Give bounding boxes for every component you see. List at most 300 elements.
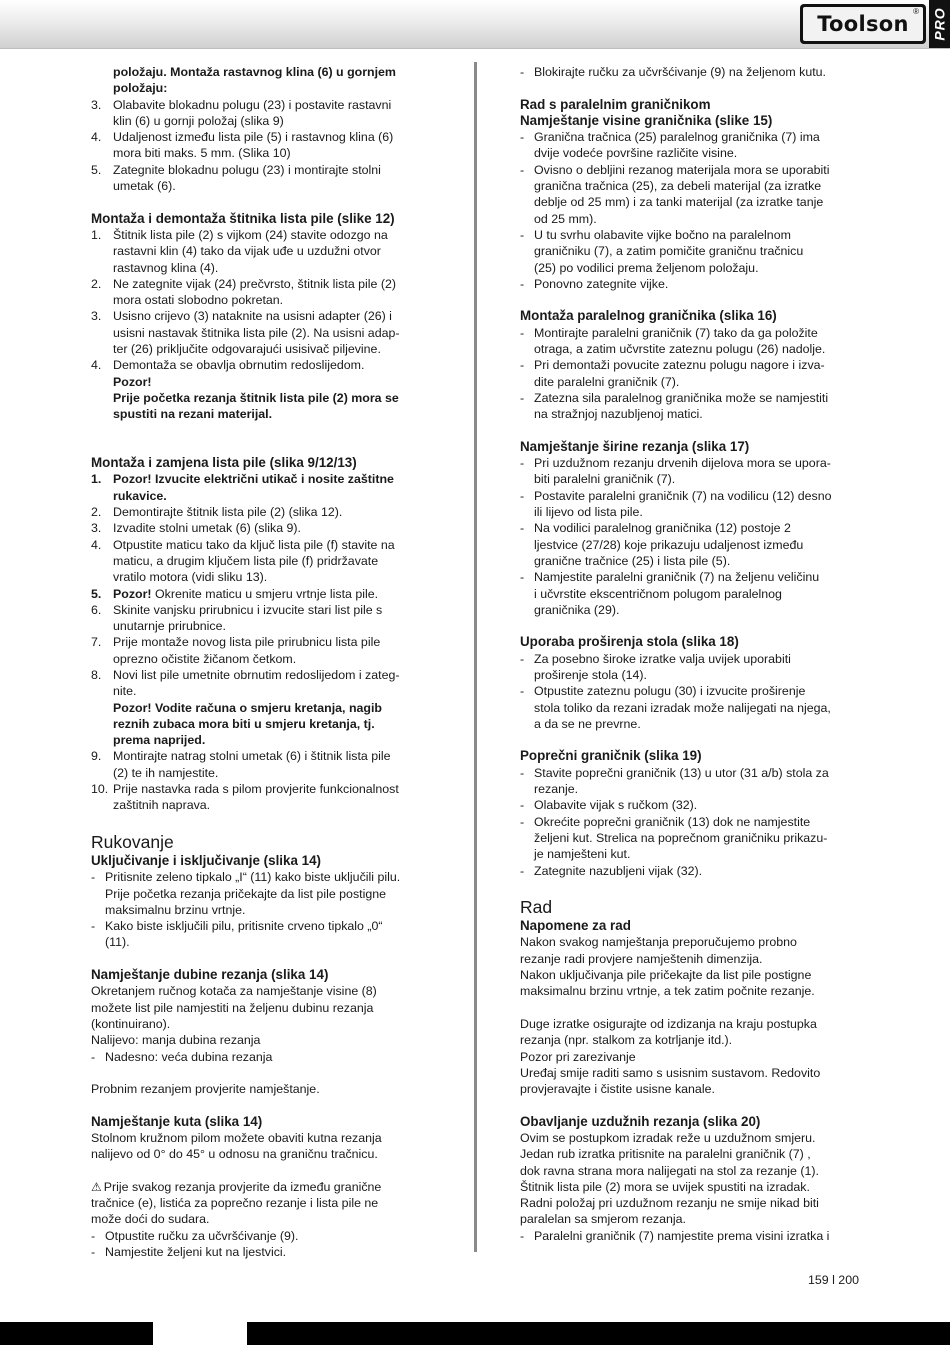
- dash-bullet: -: [520, 684, 525, 699]
- subsection-heading: Uključivanje i isključivanje (slika 14): [91, 852, 321, 868]
- numbered-item-line: [91, 162, 436, 178]
- line-text: rezanje.: [534, 782, 579, 797]
- subsection-heading: Obavljanje uzdužnih rezanja (slika 20): [520, 1113, 761, 1129]
- line-text: Pri demontaži povucite zateznu polugu nagore i izva-: [534, 358, 825, 373]
- numbered-item-line: [91, 651, 436, 667]
- dash-bullet: -: [91, 1049, 96, 1064]
- bullet-line: [520, 488, 870, 504]
- line-text: granična tračnica (25), za debeli materijal (za izratke: [534, 179, 822, 194]
- paragraph-line: [520, 1065, 870, 1081]
- paragraph-line: [520, 1179, 870, 1195]
- line-text: Prije početka rezanja pričekajte da list pile postigne: [105, 886, 387, 901]
- blank-line: [91, 1065, 436, 1081]
- line-text: Na vodilici paralelnog graničnika (12) postoje 2: [534, 521, 791, 536]
- bullet-line: [520, 357, 870, 373]
- subsection-heading: Namještanje širine rezanja (slika 17): [520, 438, 750, 454]
- section-title: Rukovanje: [91, 831, 174, 852]
- dash-bullet: -: [520, 65, 525, 79]
- numbered-item-line: [91, 260, 436, 276]
- bullet-line: [520, 227, 870, 243]
- paragraph-line: [520, 967, 870, 983]
- numbered-item-line: [91, 634, 436, 650]
- line-text: (kontinuirano).: [91, 1016, 171, 1031]
- bullet-line: [91, 1049, 436, 1065]
- line-text: ljestvice (27/28) koje prikazuju udaljenost između: [534, 537, 804, 552]
- item-number: 10.: [91, 782, 109, 797]
- line-text: oprezno očistite žičanom četkom.: [113, 651, 297, 666]
- numbered-item-line: [91, 569, 436, 585]
- line-text: granične tračnice (25) i lista pile (5).: [534, 553, 731, 568]
- blank-line: [520, 879, 870, 895]
- line-text: Zategnite nazubljeni vijak (32).: [534, 863, 703, 878]
- bullet-line: [520, 814, 870, 830]
- item-number: 7.: [91, 635, 102, 650]
- bullet-line: [520, 667, 870, 683]
- line-text: Otpustite zateznu polugu (30) i izvucite proširenje: [534, 684, 806, 699]
- left-column: [91, 64, 436, 1260]
- bullet-line: [520, 569, 870, 585]
- line-text: može doći do sudara.: [91, 1212, 210, 1227]
- line-text: vratilo motora (vidi sliku 13).: [113, 570, 268, 585]
- item-number: 1.: [91, 472, 102, 487]
- numbered-item-line: [91, 781, 436, 797]
- dash-bullet: -: [520, 130, 525, 145]
- bullet-line: [520, 325, 870, 341]
- line-text: Prije svakog rezanja provjerite da između granične: [103, 1179, 382, 1194]
- blank-line: [520, 732, 870, 748]
- paragraph-line: [520, 951, 870, 967]
- line-text: rukavice.: [113, 488, 167, 503]
- line-text: dite paralelni graničnik (7).: [534, 374, 680, 389]
- numbered-item-line: [91, 700, 436, 716]
- line-text: Montirajte paralelni graničnik (7) tako da ga položite: [534, 325, 818, 340]
- numbered-item-line: [91, 357, 436, 373]
- paragraph-line: [520, 1081, 870, 1097]
- line-text: Jedan rub izratka pritisnite na paralelni graničnik (7) ,: [520, 1147, 811, 1162]
- line-text: usisni nastavak štitnika lista pile (2). Na usisni adap-: [113, 325, 400, 340]
- numbered-item-line: [91, 308, 436, 324]
- item-number: 5.: [91, 162, 102, 177]
- blank-line: [520, 423, 870, 439]
- bullet-line: [520, 471, 870, 487]
- line-text: Stolnom kružnom pilom možete obaviti kutna rezanja: [91, 1131, 382, 1145]
- bullet-line: [520, 553, 870, 569]
- line-text: Skinite vanjsku prirubnicu i izvucite stari list pile s: [113, 602, 383, 617]
- dash-bullet: -: [520, 765, 525, 780]
- bullet-line: [91, 886, 436, 902]
- bullet-line: [91, 918, 436, 934]
- line-text: Prije montaže novog lista pile prirubnicu lista pile: [113, 635, 381, 650]
- dash-bullet: -: [520, 570, 525, 585]
- dash-bullet: -: [520, 863, 525, 878]
- bullet-line: [520, 683, 870, 699]
- line-text: Pozor pri zarezivanje: [520, 1049, 636, 1064]
- line-text: Štitnik lista pile (2) s vijkom (24) stavite odozgo na: [113, 227, 388, 242]
- subsection-heading: Rad s paralelnim graničnikom: [520, 96, 711, 112]
- paragraph-line: [91, 1130, 436, 1146]
- toolson-logo: [800, 4, 926, 44]
- line-text: položaju:: [113, 81, 168, 96]
- numbered-item-line: [91, 64, 436, 80]
- bullet-line: [520, 276, 870, 292]
- bullet-line: [520, 765, 870, 781]
- bullet-line: [520, 651, 870, 667]
- blank-line: [91, 439, 436, 455]
- column-divider: [474, 62, 477, 1252]
- line-text: Štitnik lista pile (2) mora se uvijek spustiti na izradak.: [520, 1179, 810, 1194]
- item-number: 9.: [91, 749, 102, 764]
- blank-line: [91, 814, 436, 830]
- paragraph-line: [91, 1032, 436, 1048]
- line-text: paralelan sa smjerom rezanja.: [520, 1212, 686, 1227]
- bullet-line: [520, 455, 870, 471]
- line-text: na stražnjoj nazubljenoj matici.: [534, 407, 703, 422]
- numbered-item-line: [91, 797, 436, 813]
- line-text: (11).: [105, 935, 130, 950]
- line-text: ter (26) priključite odgovarajući usisivač piljevine.: [113, 342, 381, 357]
- bullet-line: [520, 406, 870, 422]
- line-text: Nakon uključivanja pile pričekajte da list pile postigne: [520, 968, 812, 983]
- numbered-item-line: [91, 227, 436, 243]
- subsection-heading: Namještanje visine graničnika (slike 15): [520, 112, 773, 128]
- line-text: spustiti na rezani materijal.: [113, 407, 273, 422]
- line-text: Pozor! Vodite računa o smjeru kretanja, nagib: [113, 700, 382, 715]
- bullet-line: [91, 902, 436, 918]
- line-text: Olabavite blokadnu polugu (23) i postavite rastavni: [113, 97, 392, 112]
- bullet-line: [520, 341, 870, 357]
- dash-bullet: -: [520, 390, 525, 405]
- bullet-line: [520, 129, 870, 145]
- paragraph-line: [91, 1081, 436, 1097]
- blank-line: [91, 194, 436, 210]
- dash-bullet: -: [520, 521, 525, 536]
- dash-bullet: -: [520, 325, 525, 340]
- subsection-heading: Uporaba proširenja stola (slika 18): [520, 634, 739, 650]
- dash-bullet: -: [91, 870, 96, 885]
- line-text: možete list pile namjestiti na željenu dubinu rezanja: [91, 1000, 374, 1015]
- subsection-heading: Namještanje kuta (slika 14): [91, 1113, 263, 1129]
- line-text: maticu, a drugim ključem lista pile (f) pridržavate: [113, 553, 379, 568]
- line-text: mora ostati slobodno pokretan.: [113, 293, 284, 308]
- dash-bullet: -: [91, 1245, 96, 1260]
- bullet-line: [520, 700, 870, 716]
- numbered-item-line: [91, 683, 436, 699]
- line-text: Demontaža se obavlja obrnutim redoslijedom.: [113, 358, 365, 373]
- pro-tab: [929, 0, 950, 48]
- line-text: Pri uzdužnom rezanju drvenih dijelova mora se upora-: [534, 456, 831, 471]
- line-text: mora biti maks. 5 mm. (Slika 10): [113, 146, 291, 161]
- paragraph-line: [520, 1195, 870, 1211]
- subsection-heading: Poprečni graničnik (slika 19): [520, 748, 702, 764]
- item-number: 4.: [91, 537, 102, 552]
- line-text: Prije nastavka rada s pilom provjerite funkcionalnost: [113, 782, 399, 797]
- numbered-item-line: [91, 602, 436, 618]
- line-text: Namjestite željeni kut na ljestvici.: [105, 1245, 287, 1260]
- line-text: Zategnite blokadnu polugu (23) i montirajte stolni: [113, 162, 381, 177]
- footer-bar: [0, 1322, 950, 1345]
- dash-bullet: -: [520, 276, 525, 291]
- subsection-heading: Montaža paralelnog graničnika (slika 16): [520, 308, 777, 324]
- bullet-line: [520, 781, 870, 797]
- bullet-line: [520, 374, 870, 390]
- numbered-item-line: [91, 129, 436, 145]
- numbered-item-line: [91, 765, 436, 781]
- numbered-item-line: [91, 292, 436, 308]
- paragraph-line: [91, 1016, 436, 1032]
- line-text: Za posebno široke izratke valja uvijek uporabiti: [534, 651, 791, 666]
- line-text: položaju. Montaža rastavnog klina (6) u gornjem: [113, 65, 396, 79]
- numbered-item-line: [91, 520, 436, 536]
- line-text: Uređaj smije raditi samo s usisnim sustavom. Redovito: [520, 1065, 821, 1080]
- line-text: nalijevo od 0° do 45° u odnosu na graničnu tračnicu.: [91, 1147, 378, 1162]
- paragraph-line: [91, 1211, 436, 1227]
- line-text: tračnice (e), listića za poprečno rezanje i lista pile ne: [91, 1196, 379, 1211]
- line-text: a da se ne prevrne.: [534, 716, 641, 731]
- numbered-item-line: [91, 113, 436, 129]
- line-text: Pritisnite zeleno tipkalo „I“ (11) kako biste uključili pilu.: [105, 870, 401, 885]
- item-number: 3.: [91, 309, 102, 324]
- blank-line: [91, 1097, 436, 1113]
- blank-line: [91, 423, 436, 439]
- pro-label: PRO: [931, 7, 948, 41]
- paragraph-line: [520, 1032, 870, 1048]
- line-text: Okrećite poprečni graničnik (13) dok ne namjestite: [534, 814, 811, 829]
- line-text: Postavite paralelni graničnik (7) na vodilicu (12) desno: [534, 488, 832, 503]
- numbered-item-line: [91, 667, 436, 683]
- bullet-line: [520, 797, 870, 813]
- item-number: 3.: [91, 521, 102, 536]
- numbered-item-line: [91, 716, 436, 732]
- line-text: rezanje radi provjere namještenih dimenzija.: [520, 951, 763, 966]
- subsection-heading: Napomene za rad: [520, 918, 631, 934]
- numbered-item-line: [91, 276, 436, 292]
- line-text: Namjestite paralelni graničnik (7) na željenu veličinu: [534, 570, 820, 585]
- bullet-line: [520, 243, 870, 259]
- bullet-line: [520, 1228, 870, 1244]
- item-number: 4.: [91, 358, 102, 373]
- numbered-item-line: [91, 537, 436, 553]
- blank-line: [91, 1163, 436, 1179]
- line-text: Granična tračnica (25) paralelnog graničnika (7) ima: [534, 130, 820, 145]
- numbered-item-line: [91, 390, 436, 406]
- bullet-line: [520, 162, 870, 178]
- line-text: Okretanjem ručnog kotača za namještanje visine (8): [91, 984, 377, 999]
- item-number: 6.: [91, 602, 102, 617]
- subsection-heading: Montaža i demontaža štitnika lista pile (slike 12): [91, 210, 395, 226]
- line-text: Blokirajte ručku za učvršćivanje (9) na željenom kutu.: [534, 65, 826, 79]
- numbered-item-line: [91, 748, 436, 764]
- bullet-line: [520, 846, 870, 862]
- bullet-line: [520, 211, 870, 227]
- line-text: umetak (6).: [113, 179, 176, 194]
- numbered-item-line: [91, 471, 436, 487]
- page-number: 159 l 200: [808, 1273, 859, 1287]
- line-text: stola toliko da rezani izradak može nalijegati na njega,: [534, 700, 831, 715]
- line-text: Duge izratke osigurajte od izdizanja na kraju postupka: [520, 1016, 817, 1031]
- paragraph-line: [520, 1211, 870, 1227]
- line-text: Zatezna sila paralelnog graničnika može se namjestiti: [534, 390, 829, 405]
- line-text: rastavnog klina (4).: [113, 260, 219, 275]
- bullet-line: [520, 390, 870, 406]
- bullet-line: [520, 194, 870, 210]
- dash-bullet: -: [520, 651, 525, 666]
- line-text: Ovim se postupkom izradak reže u uzdužnom smjeru.: [520, 1131, 816, 1145]
- line-text: (25) po vodilici prema željenom položaju.: [534, 260, 759, 275]
- line-text: (2) te ih namjestite.: [113, 765, 219, 780]
- line-text: Otpustite ručku za učvršćivanje (9).: [105, 1228, 299, 1243]
- paragraph-line: [520, 1049, 870, 1065]
- numbered-item-line: [91, 243, 436, 259]
- line-text: graničnika (29).: [534, 602, 620, 617]
- numbered-item-line: [91, 406, 436, 422]
- line-text: Nalijevo: manja dubina rezanja: [91, 1033, 261, 1048]
- numbered-item-line: [91, 553, 436, 569]
- blank-line: [520, 292, 870, 308]
- line-text: zaštitnih naprava.: [113, 798, 211, 813]
- line-text: proširenje stola (14).: [534, 667, 647, 682]
- line-text: željeni kut. Strelica na poprečnom graničniku prikazu-: [534, 830, 828, 845]
- line-text: Kako biste isključili pilu, pritisnite crveno tipkalo „0“: [105, 919, 383, 934]
- brand-name: Toolson: [817, 12, 909, 36]
- dash-bullet: -: [91, 919, 96, 934]
- line-text: deblje od 25 mm) i za tanki materijal (za izratke tanje: [534, 195, 824, 210]
- numbered-item-line: [91, 325, 436, 341]
- line-text: provjeravajte i čistite usisne kanale.: [520, 1082, 715, 1097]
- footer-bar-gap: [153, 1322, 247, 1345]
- paragraph-line: [91, 1179, 436, 1195]
- line-text: Ovisno o debljini rezanog materijala mora se uporabiti: [534, 162, 830, 177]
- line-text: ili lijevo od lista pile.: [534, 505, 643, 520]
- item-number: 4.: [91, 130, 102, 145]
- bullet-line: [520, 178, 870, 194]
- item-number: 1.: [91, 227, 102, 242]
- bullet-line: [520, 863, 870, 879]
- bullet-line: [520, 520, 870, 536]
- emphasis-text: Pozor!: [113, 586, 152, 601]
- line-text: Nadesno: veća dubina rezanja: [105, 1049, 273, 1064]
- numbered-item-line: [91, 145, 436, 161]
- paragraph-line: [520, 934, 870, 950]
- line-text: unutarnje prirubnice.: [113, 619, 226, 634]
- paragraph-line: [91, 983, 436, 999]
- line-text: Otpustite maticu tako da ključ lista pile (f) stavite na: [113, 537, 395, 552]
- line-text: Usisno crijevo (3) nataknite na usisni adapter (26) i: [113, 309, 392, 324]
- numbered-item-line: [91, 178, 436, 194]
- numbered-item-line: [91, 80, 436, 96]
- item-number: 2.: [91, 505, 102, 520]
- subsection-heading: Montaža i zamjena lista pile (slika 9/12/13): [91, 455, 357, 471]
- line-text: od 25 mm).: [534, 211, 597, 226]
- line-text: je namješteni kut.: [534, 847, 631, 862]
- paragraph-line: [520, 1016, 870, 1032]
- paragraph-line: [520, 1163, 870, 1179]
- line-text: Stavite poprečni graničnik (13) u utor (31 a/b) stola za: [534, 765, 829, 780]
- numbered-item-line: [91, 341, 436, 357]
- line-text: Izvadite stolni umetak (6) (slika 9).: [113, 521, 301, 536]
- line-text: Olabavite vijak s ručkom (32).: [534, 798, 698, 813]
- line-text: Nakon svakog namještanja preporučujemo probno: [520, 935, 797, 950]
- line-text: Demontirajte štitnik lista pile (2) (slika 12).: [113, 505, 343, 520]
- blank-line: [520, 618, 870, 634]
- bullet-line: [520, 64, 870, 80]
- paragraph-line: [520, 983, 870, 999]
- line-text: U tu svrhu olabavite vijke bočno na paralelnom: [534, 227, 791, 242]
- numbered-item-line: [91, 504, 436, 520]
- bullet-line: [91, 1228, 436, 1244]
- numbered-item-line: [91, 374, 436, 390]
- dash-bullet: -: [520, 227, 525, 242]
- line-text: klin (6) u gornji položaj (slika 9): [113, 113, 284, 128]
- paragraph-line: [91, 1000, 436, 1016]
- numbered-item-line: [91, 488, 436, 504]
- line-text: dok ravna strana mora nalijegati na stol za rezanje (1).: [520, 1163, 819, 1178]
- line-text: Montirajte natrag stolni umetak (6) i štitnik lista pile: [113, 749, 391, 764]
- numbered-item-line: [91, 97, 436, 113]
- section-title: Rad: [520, 897, 553, 918]
- line-text: maksimalnu brzinu vrtnje, a tek zatim počnite rezanje.: [520, 984, 815, 999]
- numbered-item-line: [91, 618, 436, 634]
- line-text: prema naprijed.: [113, 733, 206, 748]
- bullet-line: [91, 1244, 436, 1260]
- line-text: Novi list pile umetnite obrnutim redoslijedom i zateg-: [113, 667, 400, 682]
- paragraph-line: [91, 1146, 436, 1162]
- paragraph-line: [520, 1146, 870, 1162]
- paragraph-line: [91, 1195, 436, 1211]
- bullet-line: [520, 537, 870, 553]
- line-text: nite.: [113, 684, 137, 699]
- line-text: otraga, a zatim učvrstite zateznu polugu (26) nadolje.: [534, 342, 826, 357]
- dash-bullet: -: [520, 1228, 525, 1243]
- line-text: Pozor!: [113, 374, 152, 389]
- line-text: rezanja (npr. stalkom za kotrljanje itd.).: [520, 1033, 733, 1048]
- item-number: 2.: [91, 276, 102, 291]
- blank-line: [520, 1000, 870, 1016]
- dash-bullet: -: [520, 488, 525, 503]
- line-text: maksimalnu brzinu vrtnje.: [105, 902, 246, 917]
- bullet-line: [520, 504, 870, 520]
- paragraph-line: [520, 1130, 870, 1146]
- registered-mark: ®: [913, 7, 919, 16]
- item-number: 5.: [91, 586, 102, 601]
- line-text: rastavni klin (4) tako da vijak uđe u uzdužni otvor: [113, 244, 381, 259]
- line-text: Probnim rezanjem provjerite namještanje.: [91, 1082, 320, 1097]
- right-column: [520, 64, 870, 1244]
- line-text: Ne zategnite vijak (24) prečvrsto, štitnik lista pile (2): [113, 276, 397, 291]
- item-number: 3.: [91, 97, 102, 112]
- bullet-line: [91, 934, 436, 950]
- line-text: Paralelni graničnik (7) namjestite prema visini izratka i: [534, 1228, 830, 1243]
- bullet-line: [91, 869, 436, 885]
- bullet-line: [520, 602, 870, 618]
- line-text: dvije vodeće površine različite visine.: [534, 146, 738, 161]
- warning-triangle-icon: ⚠: [91, 1179, 102, 1194]
- line-text: graničniku (7), a zatim pomičite graničnu tračnicu: [534, 244, 804, 259]
- blank-line: [520, 80, 870, 96]
- line-text: Radni položaj pri uzdužnom rezanju ne smije nikad biti: [520, 1196, 819, 1211]
- blank-line: [91, 951, 436, 967]
- line-text: Okrenite maticu u smjeru vrtnje lista pile.: [155, 586, 379, 601]
- line-text: biti paralelni graničnik (7).: [534, 472, 676, 487]
- line-text: Pozor! Izvucite električni utikač i nosite zaštitne: [113, 472, 394, 487]
- bullet-line: [520, 260, 870, 276]
- line-text: Prije početka rezanja štitnik lista pile (2) mora se: [113, 390, 399, 405]
- dash-bullet: -: [520, 358, 525, 373]
- line-text: reznih zubaca mora biti u smjeru kretanja, tj.: [113, 716, 375, 731]
- bullet-line: [520, 145, 870, 161]
- dash-bullet: -: [520, 814, 525, 829]
- dash-bullet: -: [520, 456, 525, 471]
- subsection-heading: Namještanje dubine rezanja (slika 14): [91, 967, 329, 983]
